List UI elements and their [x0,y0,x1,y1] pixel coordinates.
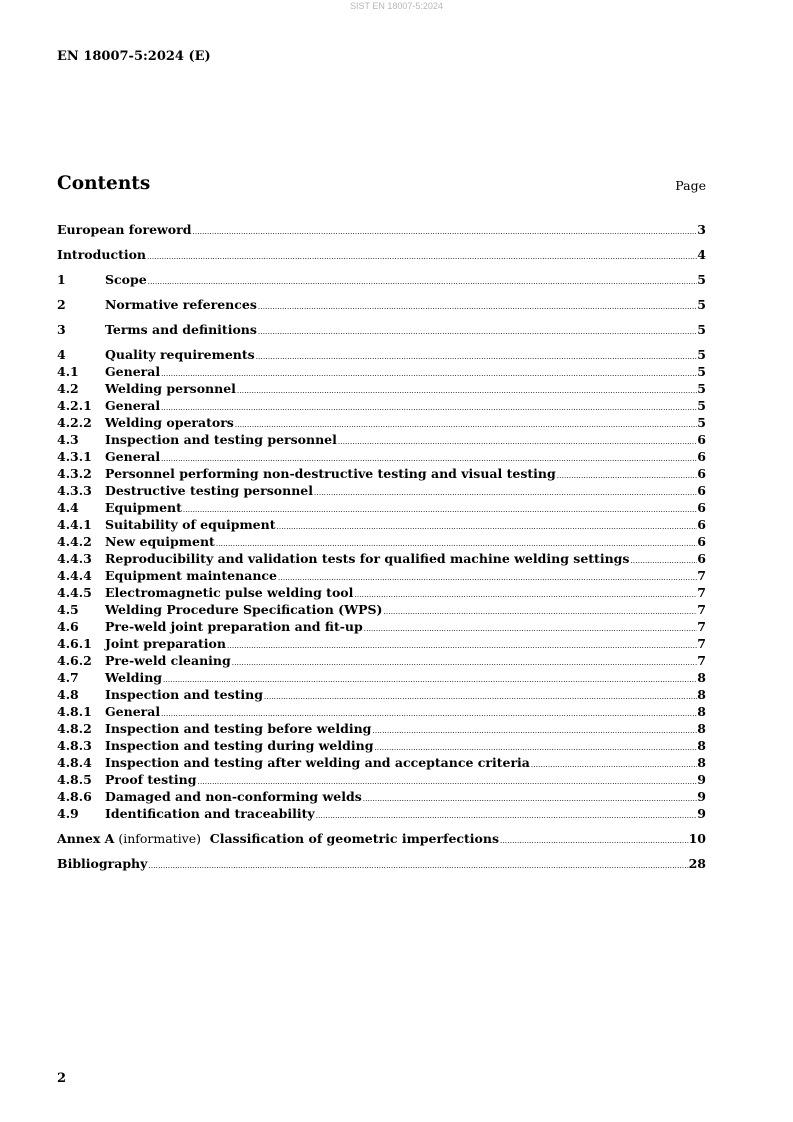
toc-entry-page: 8 [697,721,706,736]
toc-entry-number: 3 [57,322,66,337]
toc-entry-title: Inspection and testing before welding [105,721,372,736]
toc-entry-number: 4.8.4 [57,755,92,770]
annex-label: Annex A [57,831,115,846]
toc-entry-number: 4.6.2 [57,653,92,668]
dot-leader [353,585,697,600]
toc-entry-page: 7 [697,619,706,634]
toc-entry-page: 5 [697,364,706,379]
toc-entry-page: 6 [697,517,706,532]
toc-entry[interactable] [57,449,706,466]
toc-entry-page: 4 [697,247,706,262]
toc-entry-page: 6 [697,500,706,515]
toc-entry-page: 5 [697,347,706,362]
toc-entry[interactable] [57,568,706,585]
dot-leader [255,347,698,362]
table-of-contents [57,214,706,873]
toc-entry-number: 4.8.3 [57,738,92,753]
toc-entry-title: Reproducibility and validation tests for qualified machine welding settings [105,551,630,566]
toc-entry-number: 4.2 [57,381,79,396]
dot-leader [215,534,697,549]
toc-entry-title: Bibliography [57,856,148,871]
toc-entry[interactable] [57,738,706,755]
dot-leader [257,297,697,312]
toc-entry-title: Pre-weld joint preparation and fit-up [105,619,363,634]
toc-entry-number: 4.7 [57,670,79,685]
toc-entry-annex-a[interactable] [57,831,706,848]
dot-leader [373,738,697,753]
dot-leader [236,381,697,396]
dot-leader [371,721,697,736]
dot-leader [499,831,689,846]
dot-leader [162,670,697,685]
toc-entry-number: 4.3.2 [57,466,92,481]
dot-leader [363,619,698,634]
toc-entry-page: 8 [697,687,706,702]
toc-entry-page: 8 [697,670,706,685]
dot-leader [191,222,697,237]
toc-entry[interactable] [57,772,706,789]
toc-entry-number: 4.9 [57,806,79,821]
toc-entry-page: 9 [697,772,706,787]
toc-entry-title: Welding [105,670,163,685]
toc-entry[interactable] [57,500,706,517]
toc-entry-title: Inspection and testing [105,687,263,702]
toc-entry-page: 6 [697,483,706,498]
dot-leader [362,789,698,804]
toc-entry-page: 5 [697,297,706,312]
toc-entry-page: 9 [697,806,706,821]
toc-entry[interactable] [57,704,706,721]
toc-entry-number: 4.3.3 [57,483,92,498]
toc-entry-title: General [105,364,161,379]
toc-entry-title: Terms and definitions [105,322,257,337]
dot-leader [197,772,698,787]
toc-entry-title: Welding operators [105,415,234,430]
dot-leader [263,687,697,702]
toc-entry-number: 4.4.5 [57,585,92,600]
dot-leader [160,704,697,719]
toc-entry[interactable] [57,653,706,670]
toc-entry[interactable] [57,619,706,636]
toc-entry-title: Introduction [57,247,147,262]
toc-entry[interactable] [57,551,706,568]
dot-leader [146,247,697,262]
toc-entry-number: 4.8.1 [57,704,92,719]
toc-entry-page: 5 [697,272,706,287]
dot-leader [160,449,697,464]
toc-entry-number: 4.4 [57,500,79,515]
dot-leader [234,415,697,430]
toc-entry-number: 4.4.2 [57,534,92,549]
toc-entry-page: 9 [697,789,706,804]
toc-entry[interactable] [57,517,706,534]
toc-entry[interactable] [57,347,706,364]
toc-entry-page: 7 [697,602,706,617]
toc-entry-title: Quality requirements [105,347,255,362]
toc-entry-page: 8 [697,704,706,719]
toc-entry-title: Welding personnel [105,381,236,396]
toc-entry[interactable] [57,670,706,687]
dot-leader [556,466,698,481]
toc-entry[interactable] [57,297,706,314]
page-column-label: Page [675,178,706,193]
toc-entry-title: European foreword [57,222,192,237]
toc-entry-number: 4.4.1 [57,517,92,532]
toc-entry-number: 4.4.4 [57,568,92,583]
toc-entry-title: Personnel performing non-destructive testing and visual testing [105,466,556,481]
toc-entry-title: Scope [105,272,147,287]
dot-leader [257,322,697,337]
toc-entry-page: 6 [697,466,706,481]
toc-entry[interactable] [57,222,706,239]
toc-entry[interactable] [57,483,706,500]
dot-leader [160,364,697,379]
toc-entry-number: 4.2.1 [57,398,92,413]
toc-entry-page: 7 [697,585,706,600]
toc-entry[interactable] [57,687,706,704]
toc-entry-page: 8 [697,738,706,753]
toc-entry[interactable] [57,247,706,264]
toc-entry-number: 4.8.5 [57,772,92,787]
toc-entry[interactable] [57,806,706,823]
toc-entry-page: 6 [697,449,706,464]
toc-entry-page: 5 [697,398,706,413]
toc-entry-number: 4.5 [57,602,79,617]
toc-entry-page: 6 [697,551,706,566]
toc-entry-bibliography[interactable] [57,856,706,873]
toc-entry-number: 4.4.3 [57,551,92,566]
toc-entry-title: Joint preparation [105,636,226,651]
toc-entry-title: General [105,398,161,413]
dot-leader [277,568,697,583]
toc-entry-page: 5 [697,415,706,430]
dot-leader [182,500,697,515]
toc-entry-title [57,831,499,846]
toc-entry[interactable] [57,789,706,806]
page-number: 2 [57,1071,67,1086]
toc-entry-page: 6 [697,534,706,549]
toc-entry-page: 28 [688,856,706,871]
toc-entry-page: 7 [697,653,706,668]
toc-entry[interactable] [57,322,706,339]
toc-entry[interactable] [57,415,706,432]
toc-entry-title: General [105,449,161,464]
dot-leader [226,636,697,651]
dot-leader [147,856,688,871]
toc-entry-title: Pre-weld cleaning [105,653,231,668]
toc-entry[interactable] [57,602,706,619]
toc-entry-number: 4.8 [57,687,79,702]
toc-entry-title: Inspection and testing after welding and acceptance criteria [105,755,530,770]
toc-entry-page: 5 [697,381,706,396]
toc-entry-number: 4.3.1 [57,449,92,464]
dot-leader [337,432,697,447]
toc-entry-title: Normative references [105,297,257,312]
toc-entry-title: Proof testing [105,772,197,787]
toc-entry[interactable] [57,272,706,289]
toc-entry-page: 8 [697,755,706,770]
toc-entry-number: 1 [57,272,66,287]
dot-leader [276,517,698,532]
toc-entry-page: 7 [697,636,706,651]
toc-entry-number: 2 [57,297,66,312]
toc-entry-page: 10 [688,831,706,846]
dot-leader [382,602,697,617]
toc-entry-title: Inspection and testing during welding [105,738,374,753]
toc-entry-number: 4.2.2 [57,415,92,430]
toc-entry[interactable] [57,534,706,551]
toc-entry[interactable] [57,381,706,398]
toc-entry-title: Damaged and non-conforming welds [105,789,362,804]
dot-leader [231,653,698,668]
toc-entry[interactable] [57,432,706,449]
toc-entry-title: Equipment [105,500,182,515]
toc-entry-title: Welding Procedure Specification (WPS) [105,602,383,617]
toc-entry-title: New equipment [105,534,215,549]
toc-entry-number: 4.1 [57,364,79,379]
toc-entry[interactable] [57,721,706,738]
toc-entry-title: Suitability of equipment [105,517,276,532]
toc-entry-page: 6 [697,432,706,447]
toc-entry-page: 5 [697,322,706,337]
toc-entry-number: 4.8.2 [57,721,92,736]
toc-entry-title: Electromagnetic pulse welding tool [105,585,354,600]
toc-entry-title: Inspection and testing personnel [105,432,337,447]
toc-entry[interactable] [57,585,706,602]
dot-leader [530,755,697,770]
contents-title: Contents [57,173,151,194]
toc-entry[interactable] [57,466,706,483]
toc-entry-title: Destructive testing personnel [105,483,313,498]
toc-entry-number: 4.6 [57,619,79,634]
dot-leader [147,272,698,287]
toc-entry-number: 4.6.1 [57,636,92,651]
annex-note: (informative) [114,831,202,846]
toc-entry-number: 4.3 [57,432,79,447]
dot-leader [315,806,698,821]
toc-entry-page: 3 [697,222,706,237]
toc-entry-title: Identification and traceability [105,806,315,821]
toc-entry-title: Equipment maintenance [105,568,277,583]
toc-entry[interactable] [57,636,706,653]
toc-entry-title: General [105,704,161,719]
dot-leader [160,398,697,413]
annex-title: Classification of geometric imperfections [209,831,500,846]
watermark: SIST EN 18007-5:2024 [350,1,443,11]
toc-entry-number: 4.8.6 [57,789,92,804]
toc-entry-number: 4 [57,347,66,362]
document-id: EN 18007-5:2024 (E) [57,49,211,64]
toc-entry[interactable] [57,755,706,772]
toc-entry[interactable] [57,364,706,381]
toc-entry-page: 7 [697,568,706,583]
toc-entry[interactable] [57,398,706,415]
dot-leader [629,551,697,566]
dot-leader [313,483,697,498]
